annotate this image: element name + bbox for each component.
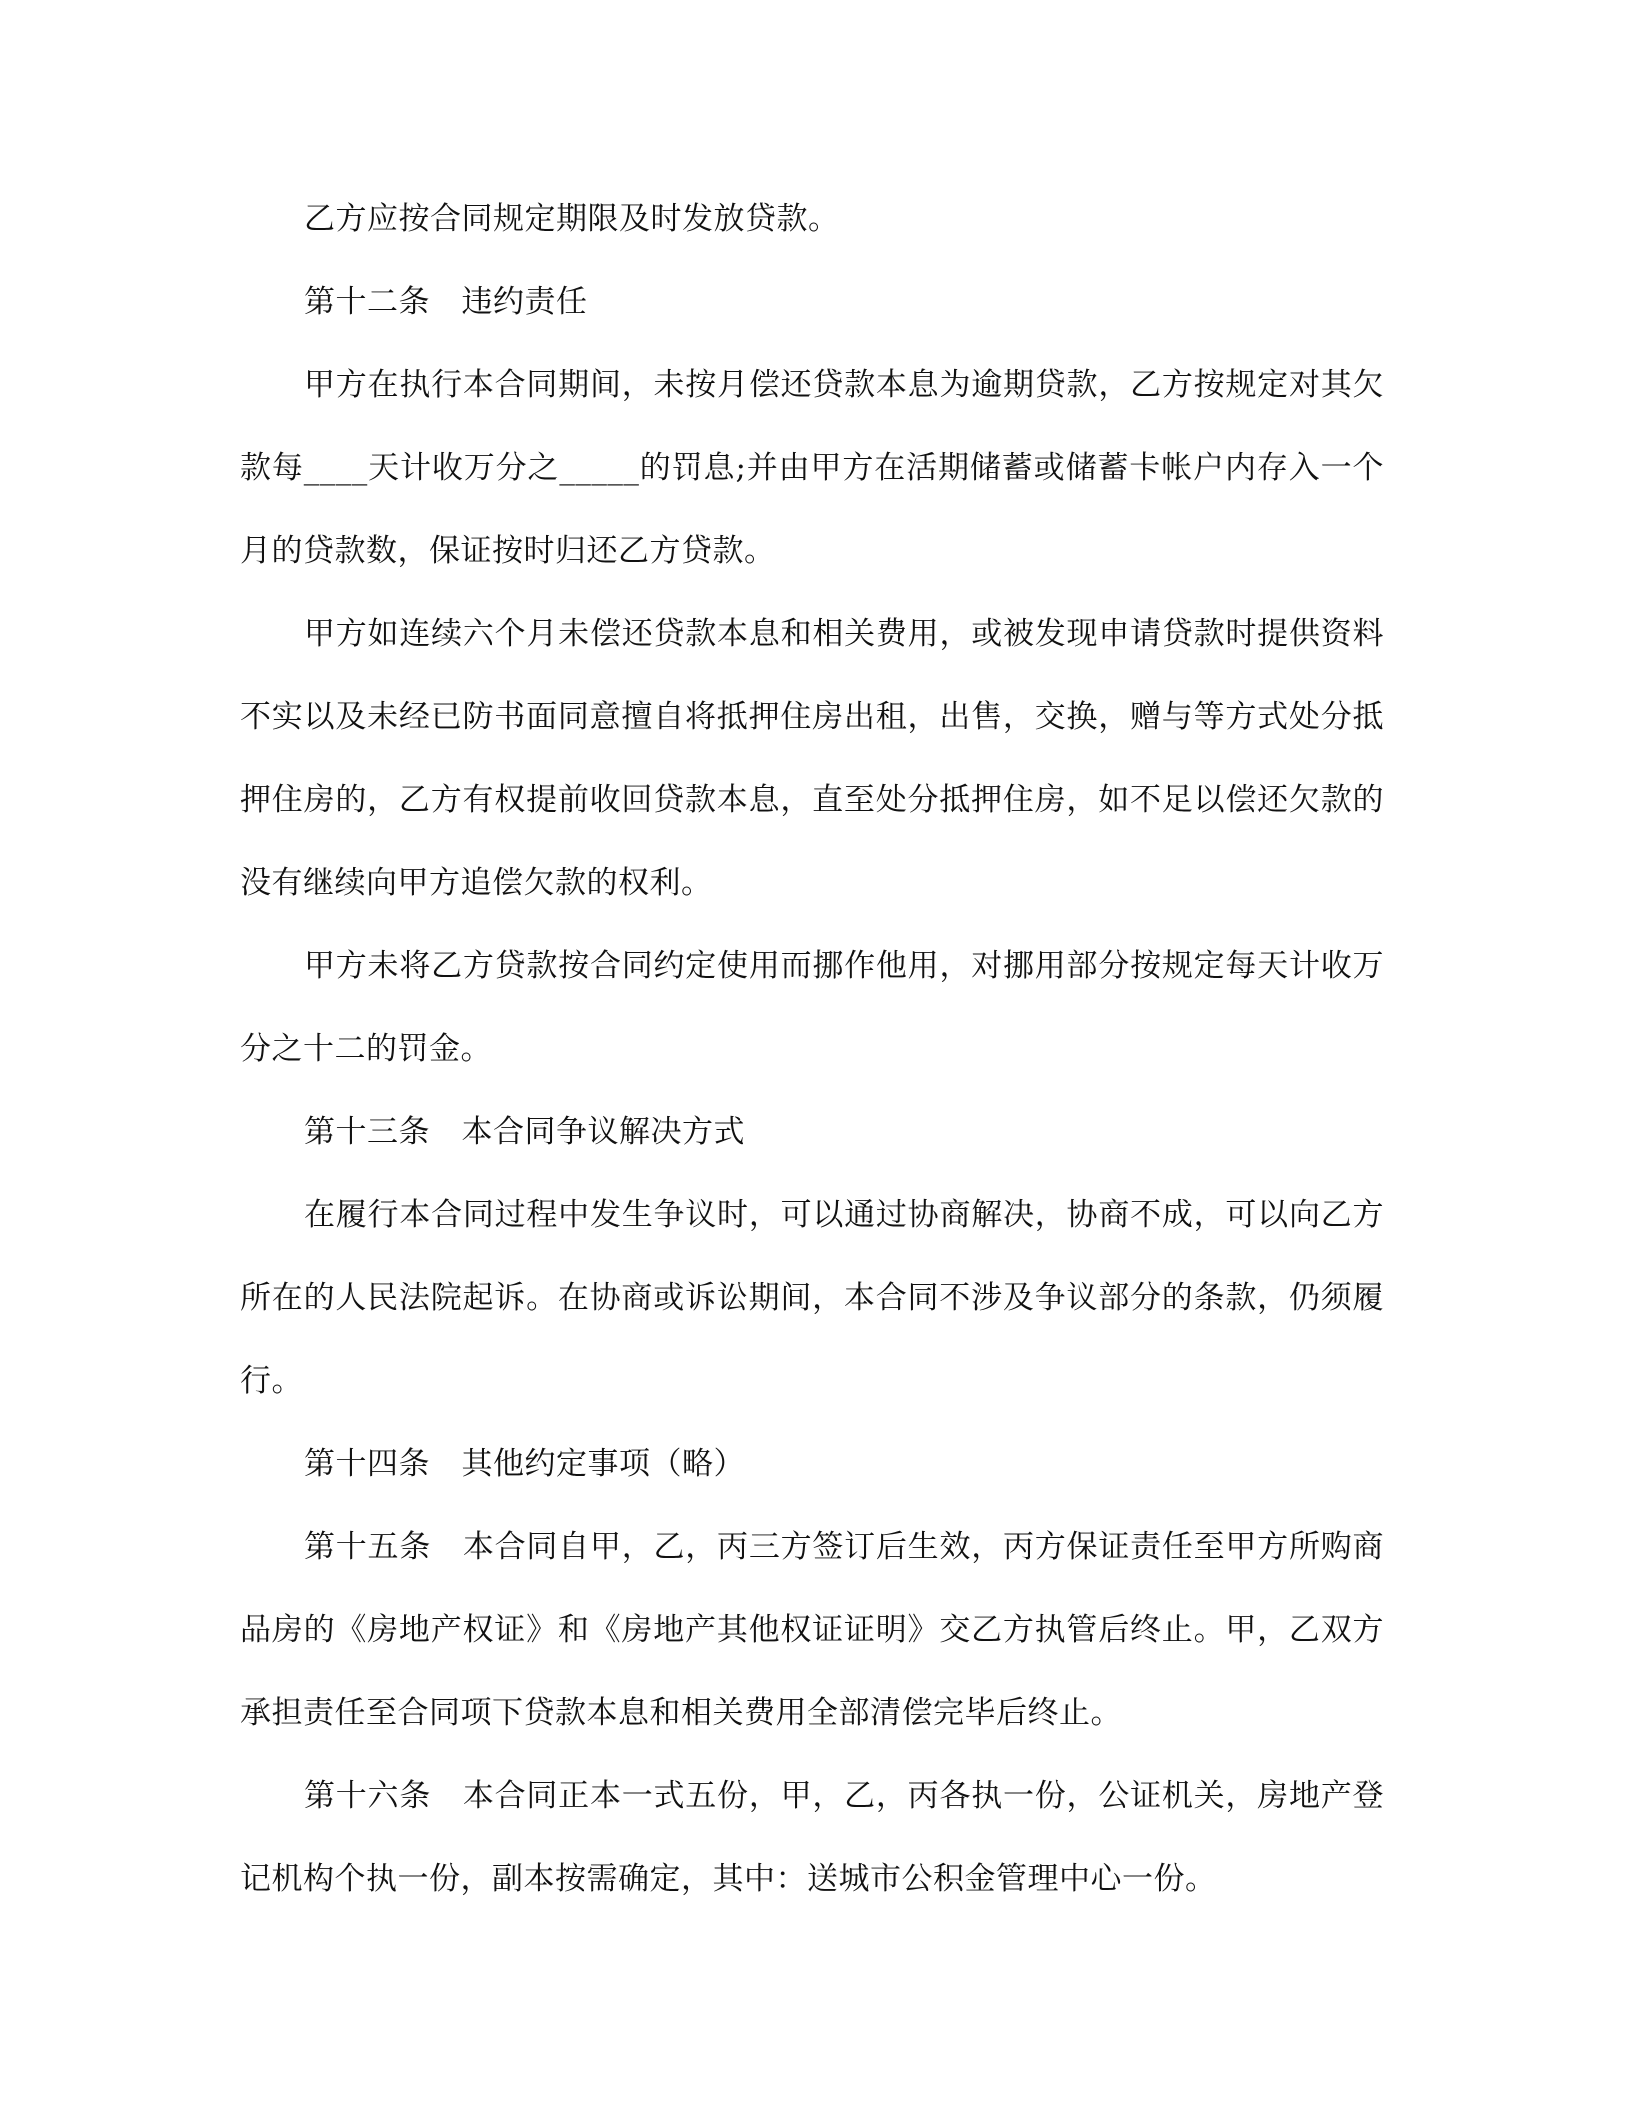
paragraph-loan-disbursement: 乙方应按合同规定期限及时发放贷款。: [304, 201, 840, 237]
article-13-heading: 第十三条 本合同争议解决方式: [304, 1114, 745, 1150]
paragraph-misuse-penalty: 甲方未将乙方贷款按合同约定使用而挪作他用，对挪用部分按规定每天计收万分之十二的罚金。: [240, 948, 1384, 1067]
article-16-paragraph: 第十六条 本合同正本一式五份，甲，乙，丙各执一份，公证机关，房地产登记机构个执一份，副本按需确定，其中：送城市公积金管理中心一份。: [240, 1778, 1384, 1897]
article-14-heading: 第十四条 其他约定事项（略）: [304, 1446, 745, 1482]
paragraph-dispute-resolution: 在履行本合同过程中发生争议时，可以通过协商解决，协商不成，可以向乙方所在的人民法院起诉。在协商或诉讼期间，本合同不涉及争议部分的条款，仍须履行。: [240, 1197, 1384, 1399]
article-15-paragraph: 第十五条 本合同自甲，乙，丙三方签订后生效，丙方保证责任至甲方所购商品房的《房地产权证》和《房地产其他权证证明》交乙方执管后终止。甲，乙双方承担责任至合同项下贷款本息和相关费用全部清偿完毕后终止。: [240, 1529, 1384, 1731]
paragraph-overdue-penalty: 甲方在执行本合同期间，未按月偿还贷款本息为逾期贷款，乙方按规定对其欠款每____天计收万分之_____的罚息;并由甲方在活期储蓄或储蓄卡帐户内存入一个月的贷款数，保证按时归还乙方贷款。: [240, 367, 1384, 569]
document-body: [240, 178, 1384, 1921]
paragraph-early-recovery: 甲方如连续六个月未偿还贷款本息和相关费用，或被发现申请贷款时提供资料不实以及未经已防书面同意擅自将抵押住房出租，出售，交换，赠与等方式处分抵押住房的，乙方有权提前收回贷款本息，直至处分抵押住房，如不足以偿还欠款的没有继续向甲方追偿欠款的权利。: [240, 616, 1384, 901]
article-12-heading: 第十二条 违约责任: [304, 284, 588, 320]
